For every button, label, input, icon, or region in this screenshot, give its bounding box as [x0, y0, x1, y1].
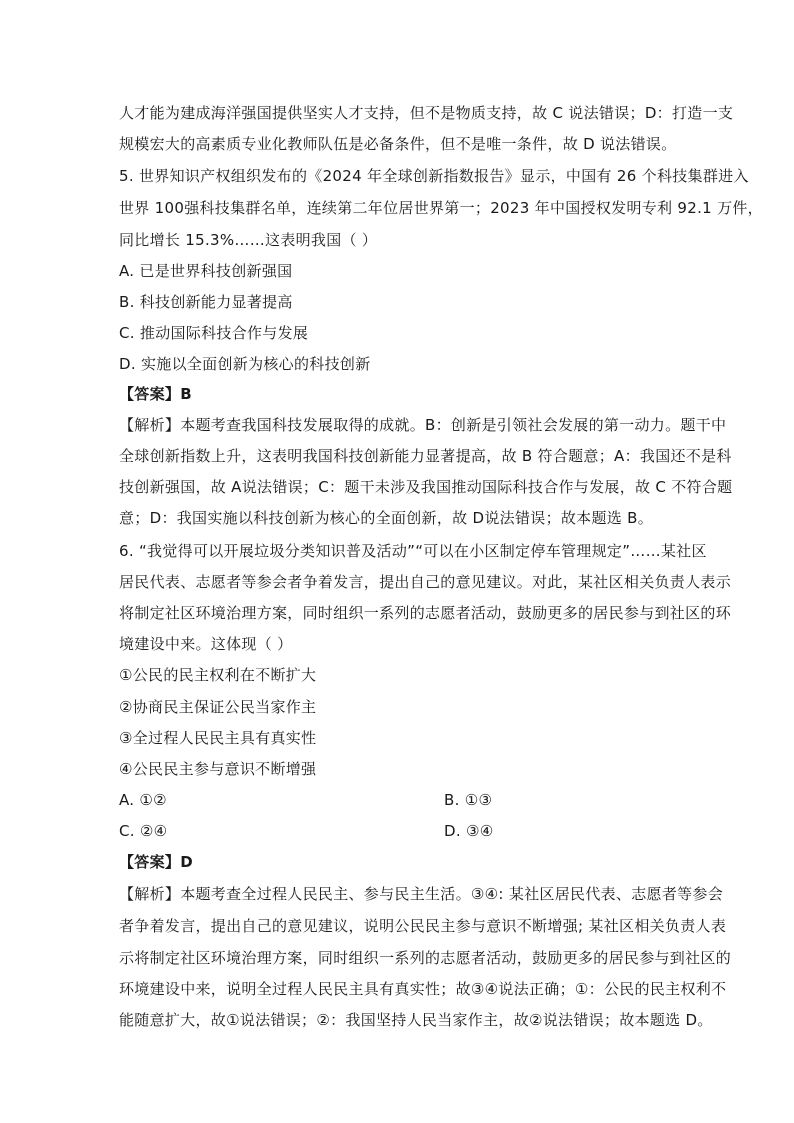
- q6-option-a: A. ①②: [119, 791, 167, 809]
- q5-stem-line-1: 5. 世界知识产权组织发布的《2024 年全球创新指数报告》显示，中国有 26 个科技集群进入: [119, 167, 749, 185]
- q6-analysis-line-2: 者争着发言，提出自己的意见建议，说明公民民主参与意识不断增强; 某社区相关负责人表: [119, 917, 727, 935]
- q5-option-a: A. 已是世界科技创新强国: [119, 262, 293, 280]
- q5-analysis-line-3: 技创新强国，故 A说法错误；C：题干未涉及我国推动国际科技合作与发展，故 C 不符合题: [119, 478, 733, 496]
- q6-analysis-line-4: 环境建设中来，说明全过程人民民主具有真实性；故③④说法正确；①：公民的民主权利不: [119, 980, 727, 998]
- q6-statement-4: ④公民民主参与意识不断增强: [119, 760, 317, 778]
- q5-analysis-line-2: 全球创新指数上升，这表明我国科技创新能力显著提高，故 B 符合题意；A：我国还不是科: [119, 447, 732, 465]
- q5-option-d: D. 实施以全面创新为核心的科技创新: [119, 355, 371, 373]
- q6-analysis-line-3: 示将制定社区环境治理方案，同时组织一系列的志愿者活动，鼓励更多的居民参与到社区的: [119, 949, 732, 967]
- q6-analysis-line-1: 【解析】本题考查全过程人民民主、参与民主生活。③④: 某社区居民代表、志愿者等参会: [119, 885, 724, 903]
- q5-option-c: C. 推动国际科技合作与发展: [119, 324, 309, 342]
- q6-statement-3: ③全过程人民民主具有真实性: [119, 729, 317, 747]
- q5-answer: 【答案】B: [119, 385, 192, 403]
- q6-stem-line-1: 6. “我觉得可以开展垃圾分类知识普及活动”“可以在小区制定停车管理规定”……某社区: [119, 542, 707, 560]
- q6-analysis-line-5: 能随意扩大，故①说法错误；②：我国坚持人民当家作主，故②说法错误；故本题选 D。: [119, 1011, 713, 1029]
- q6-statement-1: ①公民的民主权利在不断扩大: [119, 666, 317, 684]
- prev-analysis-line-1: 人才能为建成海洋强国提供坚实人才支持，但不是物质支持，故 C 说法错误；D：打造一支: [119, 104, 734, 122]
- q6-stem-line-2: 居民代表、志愿者等参会者争着发言，提出自己的意见建议。对此，某社区相关负责人表示: [119, 573, 732, 591]
- q6-stem-line-3: 将制定社区环境治理方案，同时组织一系列的志愿者活动，鼓励更多的居民参与到社区的环: [119, 604, 732, 622]
- q5-analysis-line-1: 【解析】本题考查我国科技发展取得的成就。B：创新是引领社会发展的第一动力。题干中: [119, 416, 727, 434]
- q6-option-c: C. ②④: [119, 822, 168, 840]
- q5-stem-line-3: 同比增长 15.3%……这表明我国（ ）: [119, 231, 378, 249]
- q6-statement-2: ②协商民主保证公民当家作主: [119, 698, 317, 716]
- q6-stem-line-4: 境建设中来。这体现（ ）: [119, 635, 293, 653]
- q5-stem-line-2: 世界 100强科技集群名单，连续第二年位居世界第一；2023 年中国授权发明专利 92.1 万件，: [119, 199, 763, 217]
- prev-analysis-line-2: 规模宏大的高素质专业化教师队伍是必备条件，但不是唯一条件，故 D 说法错误。: [119, 135, 677, 153]
- q5-option-b: B. 科技创新能力显著提高: [119, 293, 293, 311]
- q6-option-d: D. ③④: [444, 822, 494, 840]
- q6-answer: 【答案】D: [119, 853, 193, 871]
- q5-analysis-line-4: 意；D：我国实施以科技创新为核心的全面创新，故 D说法错误；故本题选 B。: [119, 509, 654, 527]
- q6-option-b: B. ①③: [444, 791, 493, 809]
